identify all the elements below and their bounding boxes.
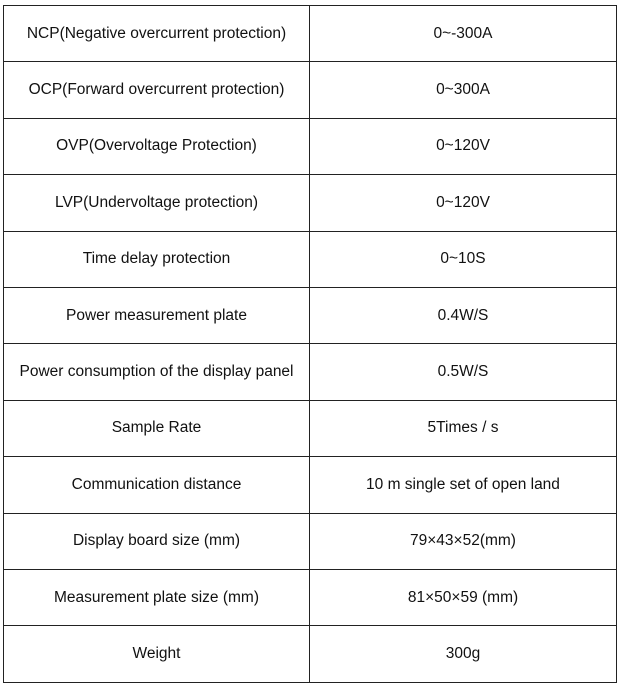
row-value: 0~120V	[310, 118, 617, 174]
row-value: 0~10S	[310, 231, 617, 287]
table-row-lvp	[4, 175, 617, 231]
row-value: 10 m single set of open land	[310, 457, 617, 513]
row-label: Communication distance	[4, 457, 310, 513]
table-row-power-measurement	[4, 287, 617, 343]
spec-table	[3, 5, 617, 683]
row-label: Sample Rate	[4, 400, 310, 456]
table-row-time-delay	[4, 231, 617, 287]
table-row-display-power	[4, 344, 617, 400]
row-label: Power consumption of the display panel	[4, 344, 310, 400]
table-row-ovp	[4, 118, 617, 174]
row-value: 0~300A	[310, 62, 617, 118]
row-label: Time delay protection	[4, 231, 310, 287]
row-value: 0~-300A	[310, 6, 617, 62]
row-label: Power measurement plate	[4, 287, 310, 343]
row-value: 5Times / s	[310, 400, 617, 456]
table-row-plate-size	[4, 569, 617, 625]
table-row-communication	[4, 457, 617, 513]
table-row-weight	[4, 626, 617, 682]
row-value: 0.5W/S	[310, 344, 617, 400]
row-label: LVP(Undervoltage protection)	[4, 175, 310, 231]
row-value: 300g	[310, 626, 617, 682]
table-row-sample-rate	[4, 400, 617, 456]
row-label: Weight	[4, 626, 310, 682]
spec-table-body	[4, 6, 617, 683]
row-value: 0~120V	[310, 175, 617, 231]
table-row-ocp	[4, 62, 617, 118]
table-row-ncp	[4, 6, 617, 62]
row-label: Display board size (mm)	[4, 513, 310, 569]
row-value: 81×50×59 (mm)	[310, 569, 617, 625]
row-label: OVP(Overvoltage Protection)	[4, 118, 310, 174]
table-row-display-size	[4, 513, 617, 569]
row-value: 79×43×52(mm)	[310, 513, 617, 569]
row-label: Measurement plate size (mm)	[4, 569, 310, 625]
row-label: NCP(Negative overcurrent protection)	[4, 6, 310, 62]
row-value: 0.4W/S	[310, 287, 617, 343]
row-label: OCP(Forward overcurrent protection)	[4, 62, 310, 118]
